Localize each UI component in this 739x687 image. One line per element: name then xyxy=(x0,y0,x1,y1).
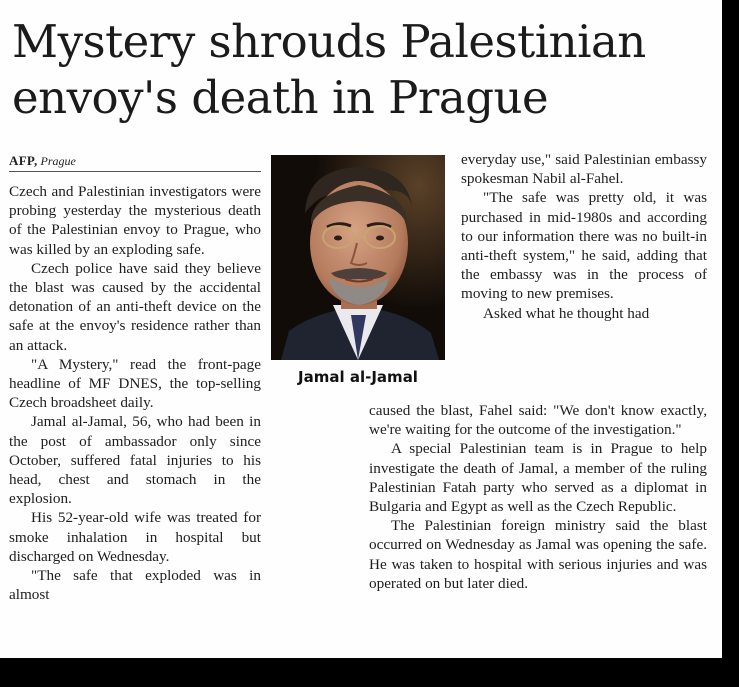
paragraph: Czech and Palestinian investigators were probing yesterday the mysterious death of the Palestinian envoy to Prague, who was killed by an exploding safe. xyxy=(9,183,261,258)
byline-agency: AFP, xyxy=(9,153,38,168)
paragraph: "A Mystery," read the front-page headline of MF DNES, the top-selling Czech broadsheet daily. xyxy=(9,355,261,412)
paragraph: The Palestinian foreign ministry said the blast occurred on Wednesday as Jamal was opening the safe. He was taken to hospital with serious injuries and was operated on but later died. xyxy=(369,517,707,592)
byline-divider xyxy=(9,171,261,172)
paragraph: Czech police have said they believe the blast was caused by the accidental detonation of an anti-theft device on the safe at the envoy's residence rather than an attack. xyxy=(9,259,261,354)
byline-place: Prague xyxy=(40,154,76,168)
article-column-left xyxy=(9,182,261,604)
paragraph: Jamal al-Jamal, 56, who had been in the post of ambassador only since October, suffered fatal injuries to his head, chest and stomach in the explosion. xyxy=(9,413,261,508)
article-column-right-top xyxy=(461,150,707,323)
headline: Mystery shrouds Palestinian envoy's death in Prague xyxy=(12,15,646,124)
paragraph: "The safe that exploded was in almost xyxy=(9,567,261,604)
photo-caption: Jamal al-Jamal xyxy=(298,368,418,386)
portrait-image xyxy=(271,155,445,360)
byline xyxy=(9,153,76,169)
article-column-right-bottom xyxy=(369,401,707,593)
paragraph: caused the blast, Fahel said: "We don't know exactly, we're waiting for the outcome of the investigation." xyxy=(369,402,707,439)
paragraph: "The safe was pretty old, it was purchased in mid-1980s and according to our information there was no built-in anti-theft system," he said, adding that the embassy was in the process of moving to new premises. xyxy=(461,189,707,303)
portrait-photo xyxy=(271,155,445,360)
paragraph: everyday use," said Palestinian embassy spokesman Nabil al-Fahel. xyxy=(461,151,707,188)
paragraph: His 52-year-old wife was treated for smoke inhalation in hospital but discharged on Wednesday. xyxy=(9,509,261,565)
paragraph: Asked what he thought had xyxy=(483,304,650,322)
paragraph: A special Palestinian team is in Prague to help investigate the death of Jamal, a member of the ruling Palestinian Fatah party who served as a diplomat in Bulgaria and Egypt as well as the Czech Republic. xyxy=(369,440,707,516)
